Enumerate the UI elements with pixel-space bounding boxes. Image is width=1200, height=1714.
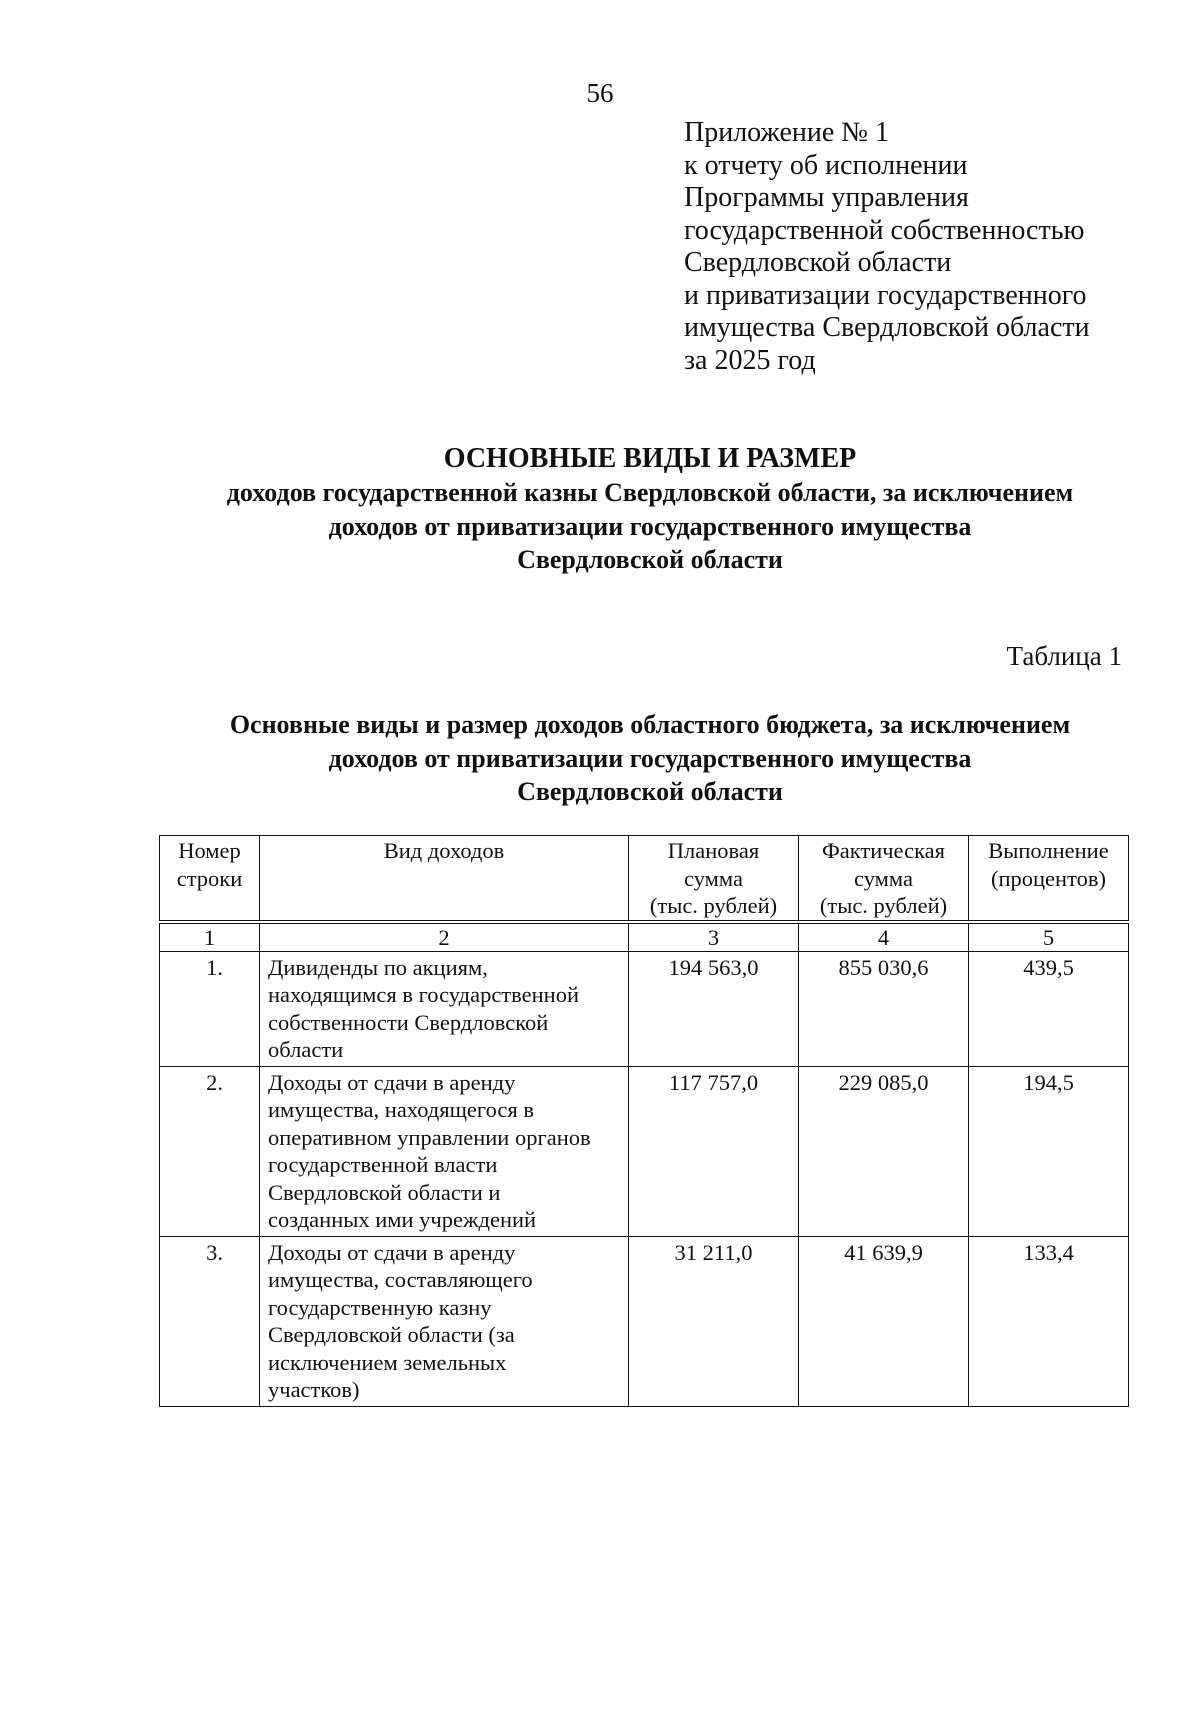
appendix-line: и приватизации государственного <box>684 279 1087 311</box>
income-type: Доходы от сдачи в аренду имущества, находящегося в оперативном управлении органов государственной власти Свердловской области и созданных ими учреждений <box>260 1066 629 1236</box>
column-number: 2 <box>260 922 629 952</box>
execution-percent: 439,5 <box>969 951 1129 1066</box>
main-title-line: ОСНОВНЫЕ ВИДЫ И РАЗМЕР <box>443 443 857 474</box>
header-actual-amount: Фактическая сумма (тыс. рублей) <box>799 836 969 922</box>
revenue-table <box>159 835 1129 1407</box>
appendix-line: Приложение № 1 <box>684 117 889 148</box>
header-planned-amount: Плановая сумма (тыс. рублей) <box>629 836 799 922</box>
header-income-type: Вид доходов <box>260 836 629 922</box>
planned-amount: 117 757,0 <box>629 1066 799 1236</box>
table-title-line: Основные виды и размер доходов областного бюджета, за исключением <box>229 710 1071 739</box>
planned-amount: 31 211,0 <box>629 1236 799 1406</box>
execution-percent: 194,5 <box>969 1066 1129 1236</box>
appendix-line: Программы управления <box>684 182 969 213</box>
execution-percent: 133,4 <box>969 1236 1129 1406</box>
actual-amount: 855 030,6 <box>799 951 969 1066</box>
main-title <box>100 442 1200 577</box>
appendix-line: государственной собственностью <box>684 214 1085 246</box>
appendix-line: имущества Свердловской области <box>684 312 1090 343</box>
table-row <box>160 951 1129 1066</box>
main-title-line: доходов государственной казны Свердловской области, за исключением <box>226 478 1074 507</box>
appendix-line: к отчету об исполнении <box>684 149 968 181</box>
column-number: 1 <box>160 922 260 952</box>
main-title-line: Свердловской области <box>517 545 783 574</box>
appendix-line: Свердловской области <box>684 247 952 278</box>
header-execution-percent: Выполнение (процентов) <box>969 836 1129 922</box>
table-title <box>100 708 1200 809</box>
table-row <box>160 1236 1129 1406</box>
table-row <box>160 1066 1129 1236</box>
column-number: 5 <box>969 922 1129 952</box>
page-number: 56 <box>586 78 614 108</box>
column-number-row <box>160 922 1129 952</box>
planned-amount: 194 563,0 <box>629 951 799 1066</box>
column-number: 4 <box>799 922 969 952</box>
header-row-number: Номер строки <box>160 836 260 922</box>
table-title-line: Свердловской области <box>517 777 783 806</box>
main-title-line: доходов от приватизации государственного имущества <box>328 511 972 541</box>
row-number: 3. <box>160 1236 260 1406</box>
column-number: 3 <box>629 922 799 952</box>
appendix-note <box>684 117 1184 377</box>
actual-amount: 229 085,0 <box>799 1066 969 1236</box>
table-header-row <box>160 836 1129 922</box>
table-label: Таблица 1 <box>1006 641 1122 671</box>
appendix-line: за 2025 год <box>684 344 816 376</box>
row-number: 2. <box>160 1066 260 1236</box>
income-type: Дивиденды по акциям, находящимся в государственной собственности Свердловской области <box>260 951 629 1066</box>
table-title-line: доходов от приватизации государственного имущества <box>328 743 972 773</box>
actual-amount: 41 639,9 <box>799 1236 969 1406</box>
income-type: Доходы от сдачи в аренду имущества, составляющего государственную казну Свердловской области (за исключением земельных участков) <box>260 1236 629 1406</box>
row-number: 1. <box>160 951 260 1066</box>
